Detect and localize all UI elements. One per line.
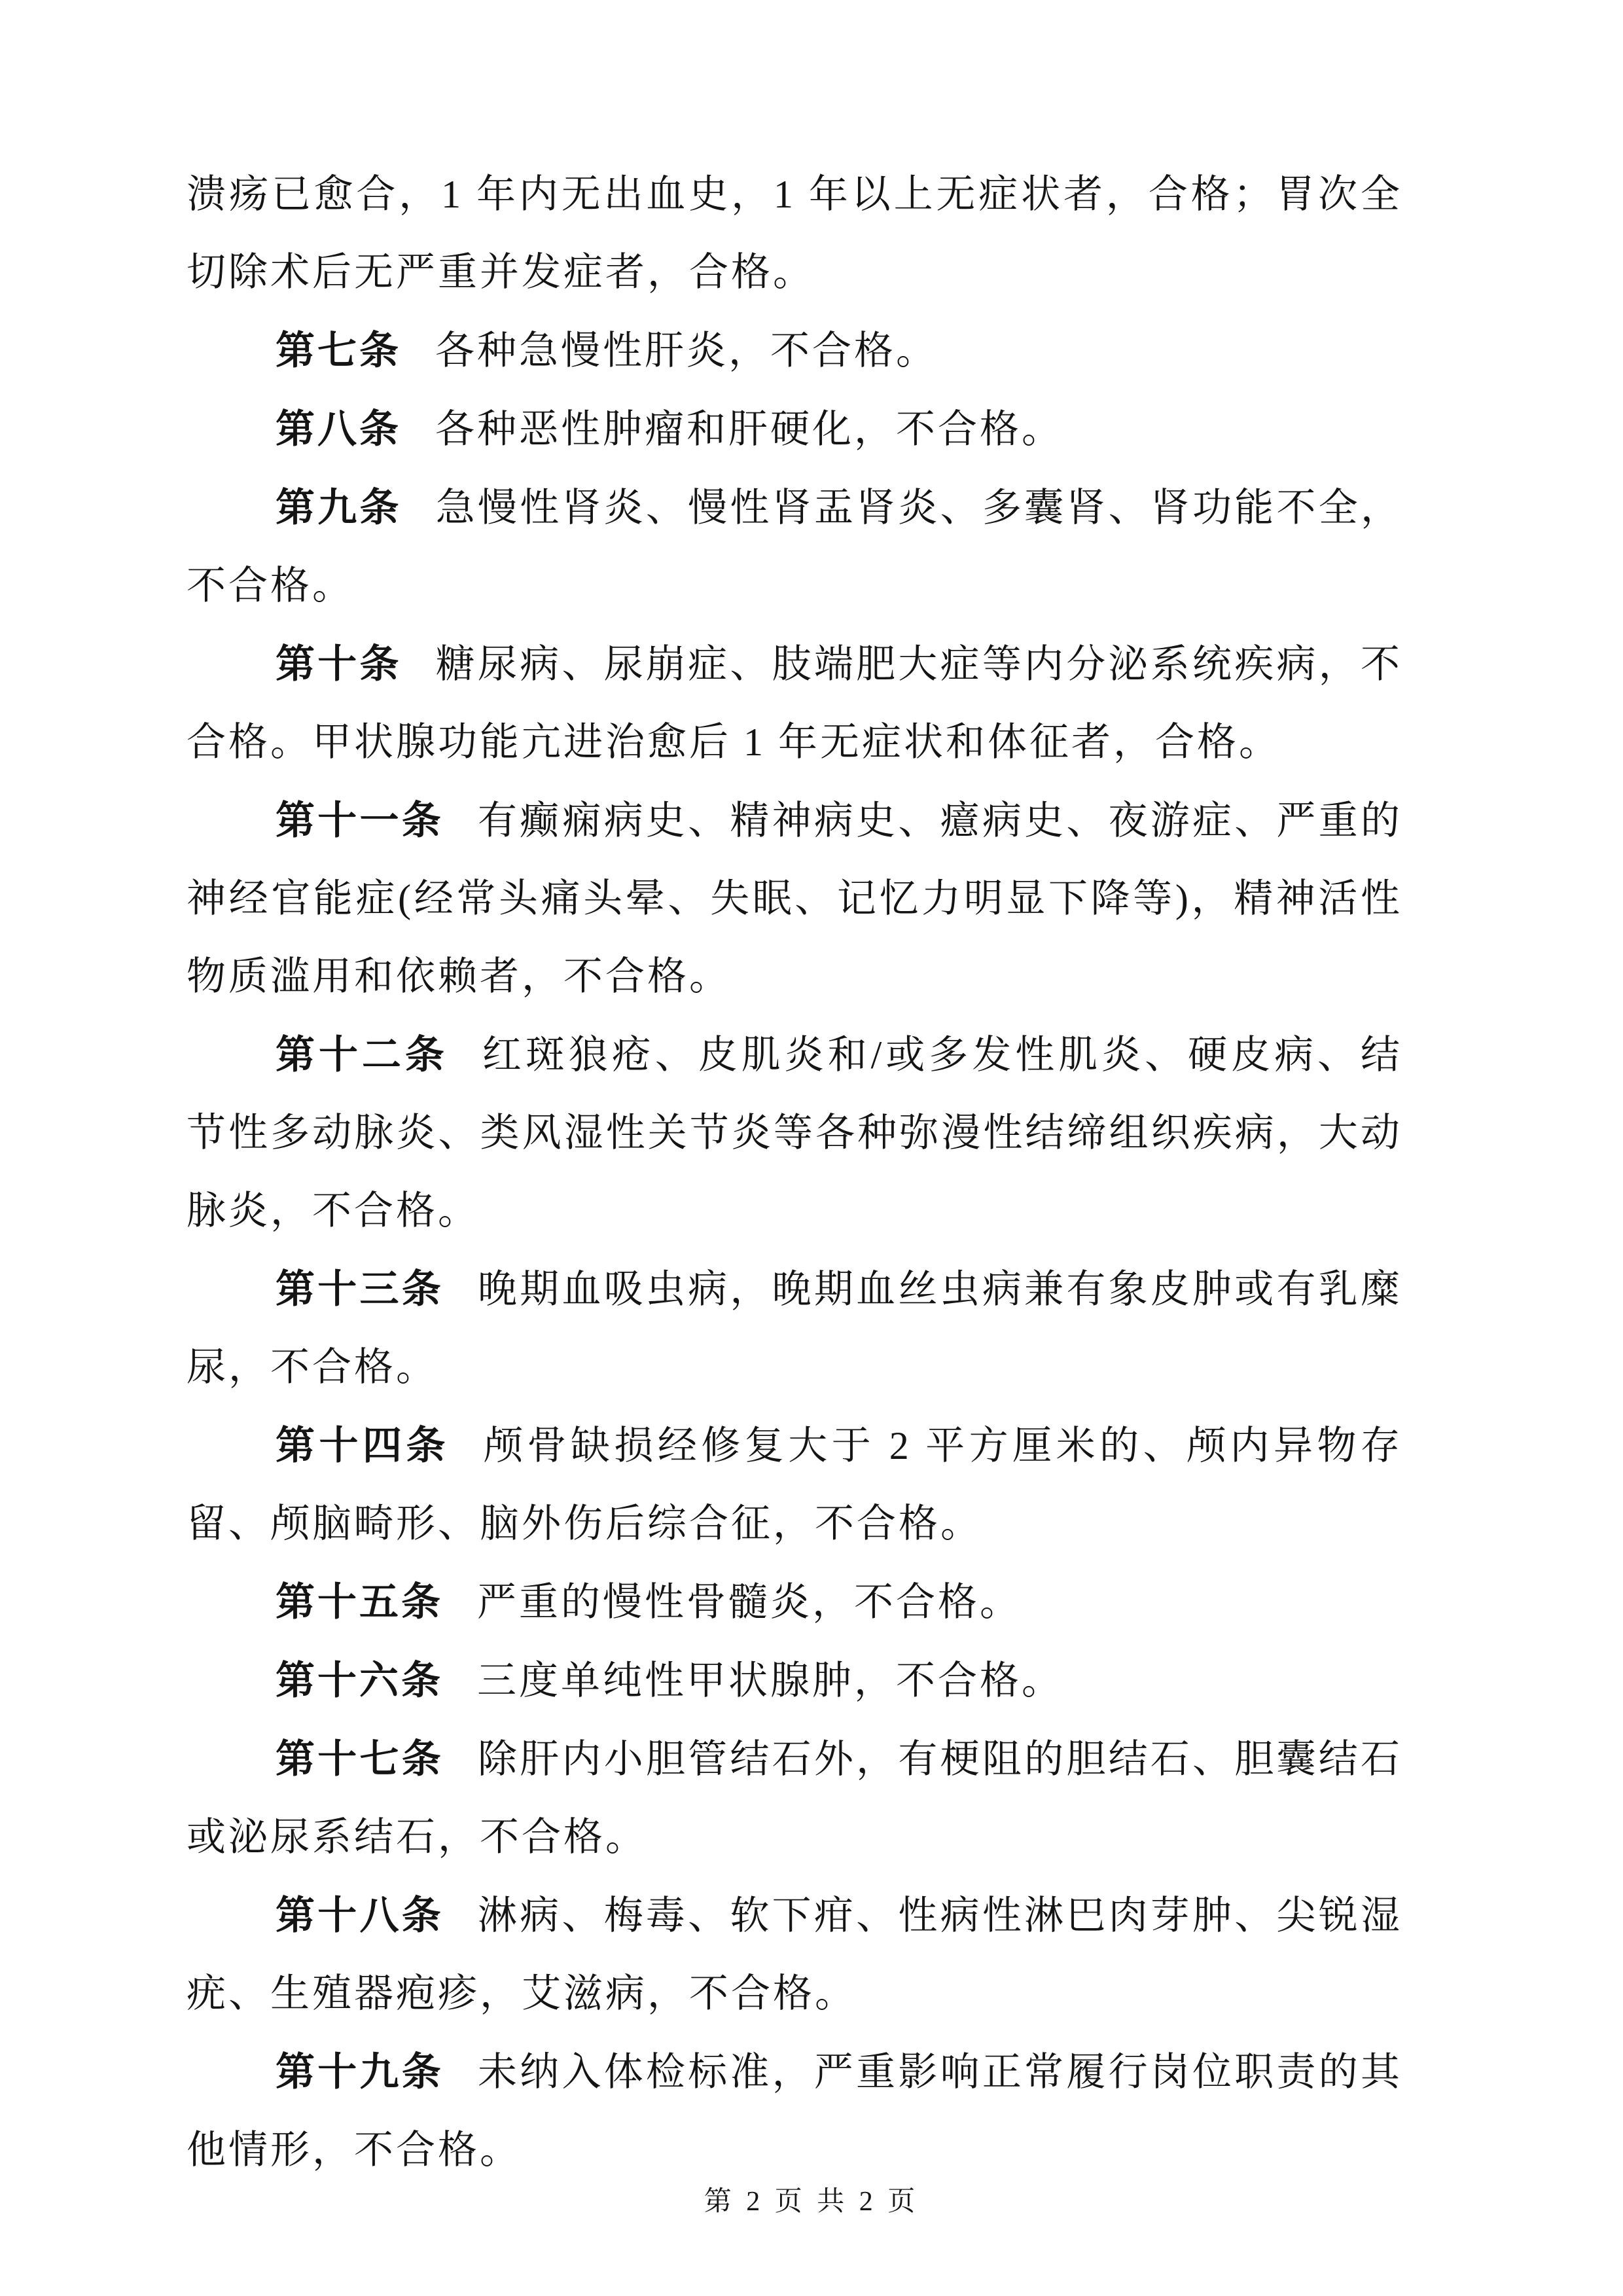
article-19: [187, 2033, 1402, 2189]
article-10-number: 第十条: [276, 642, 402, 686]
article-9: [187, 469, 1402, 625]
article-8-number: 第八条: [276, 407, 401, 451]
article-8-text: 各种恶性肿瘤和肝硬化，不合格。: [435, 408, 1063, 451]
article-12: [187, 1016, 1402, 1250]
article-17-number: 第十七条: [276, 1737, 444, 1781]
article-15-number: 第十五条: [276, 1580, 443, 1624]
article-13: [187, 1250, 1402, 1407]
article-8: [187, 390, 1402, 469]
article-7: [187, 312, 1402, 390]
article-13-number: 第十三条: [276, 1267, 444, 1311]
article-9-text: 急慢性肾炎、慢性肾盂肾炎、多囊肾、肾功能不全，不合格。: [187, 486, 1403, 607]
article-17-text: 除肝内小胆管结石外，有梗阻的胆结石、胆囊结石或泌尿系结石，不合格。: [187, 1738, 1403, 1859]
article-7-number: 第七条: [276, 329, 401, 372]
article-10-text: 糖尿病、尿崩症、肢端肥大症等内分泌系统疾病，不合格。甲状腺功能亢进治愈后 1 年无症状和体征者，合格。: [187, 643, 1403, 764]
article-18-text: 淋病、梅毒、软下疳、性病性淋巴肉芽肿、尖锐湿疣、生殖器疱疹，艾滋病，不合格。: [187, 1894, 1403, 2015]
article-12-text: 红斑狼疮、皮肌炎和/或多发性肌炎、硬皮病、结节性多动脉炎、类风湿性关节炎等各种弥漫性结缔组织疾病，大动脉炎，不合格。: [187, 1033, 1403, 1232]
document-body: [187, 156, 1402, 2189]
article-18: [187, 1876, 1402, 2033]
article-12-number: 第十二条: [276, 1033, 448, 1077]
article-18-number: 第十八条: [276, 1893, 444, 1937]
article-7-text: 各种急慢性肝炎，不合格。: [435, 329, 938, 372]
article-19-number: 第十九条: [276, 2050, 444, 2094]
article-16-text: 三度单纯性甲状腺肿，不合格。: [477, 1659, 1063, 1702]
article-10: [187, 625, 1402, 781]
article-14: [187, 1407, 1402, 1563]
article-13-text: 晚期血吸虫病，晚期血丝虫病兼有象皮肿或有乳糜尿，不合格。: [187, 1268, 1403, 1389]
article-11-text: 有癫痫病史、精神病史、癔病史、夜游症、严重的神经官能症(经常头痛头晕、失眠、记忆力明显下降等)，精神活性物质滥用和依赖者，不合格。: [187, 799, 1403, 998]
article-11: [187, 781, 1402, 1016]
continuation-paragraph: 溃疡已愈合，1 年内无出血史，1 年以上无症状者，合格；胃次全切除术后无严重并发症者，合格。: [187, 173, 1402, 294]
article-11-number: 第十一条: [276, 798, 444, 842]
article-19-text: 未纳入体检标准，严重影响正常履行岗位职责的其他情形，不合格。: [187, 2051, 1403, 2172]
page-number-footer: 第 2 页 共 2 页: [704, 2187, 919, 2217]
article-14-text: 颅骨缺损经修复大于 2 平方厘米的、颅内异物存留、颅脑畸形、脑外伤后综合征，不合格。: [187, 1424, 1403, 1545]
article-16-number: 第十六条: [276, 1659, 443, 1702]
article-17: [187, 1720, 1402, 1876]
article-16: [187, 1641, 1402, 1720]
article-15-text: 严重的慢性骨髓炎，不合格。: [477, 1581, 1022, 1624]
article-14-number: 第十四条: [276, 1424, 450, 1467]
article-15: [187, 1563, 1402, 1641]
article-9-number: 第九条: [276, 486, 402, 529]
